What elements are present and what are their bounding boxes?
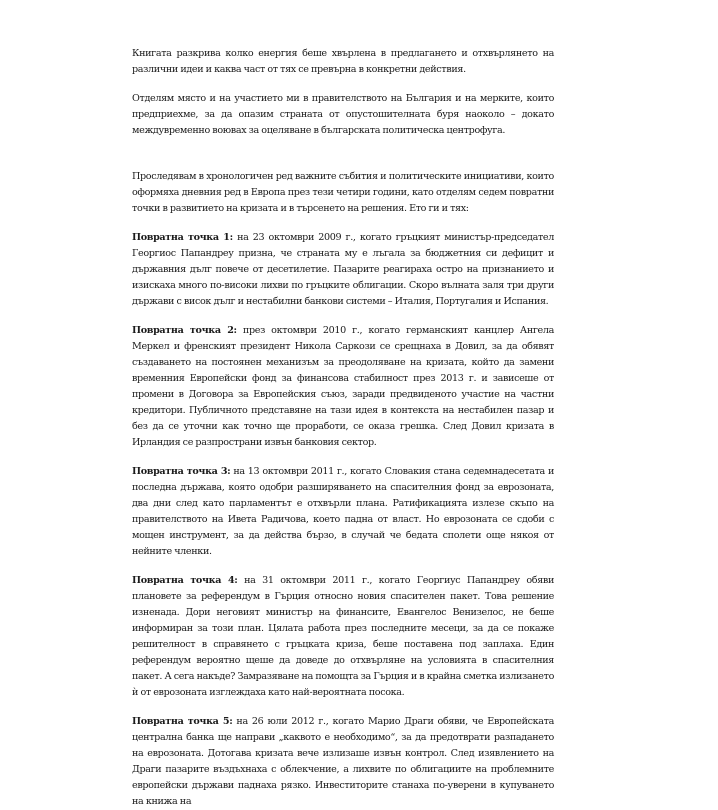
paragraph-government [132,91,554,139]
turning-point-heading: Повратна точка 2: [132,325,237,336]
turning-point-5 [132,714,554,810]
turning-point-4 [132,573,554,701]
paragraph-text: Проследявам в хронологичен ред важните събития и политическите инициативи, които оформяха дневния ред в Европа през тези четири години, като отделям седем повратни точки в развитието на кризата и в търсенето на решения. Ето ги и тях: [132,171,554,214]
paragraph-text: на 26 юли 2012 г., когато Марио Драги обяви, че Европейската централна банка ще направи „каквото е необходимо“, за да предотврати разпадането на еврозоната. Дотогава кризата вече излизаше извън контрол. След изявлението на Драги пазарите въздъхнаха с облекчение, а лихвите по облигациите на проблемните европейски държави паднаха рязко. Инвеститорите станаха по-уверени в купуването на книжа на [132,716,555,807]
turning-point-2 [132,323,554,451]
paragraph-intro [132,46,554,78]
paragraph-text: през октомври 2010 г., когато германският канцлер Ангела Меркел и френският президент Никола Саркози се срещнаха в Довил, за да обявят създаването на постоянен механизъм за преодоляване на кризата, който да замени временния Европейски фонд за финансова стабилност през 2013 г. и зависеше от промени в Договора за Европейския съюз, заради предвиденото участие на частни кредитори. Публичното представяне на тази идея в контекста на нестабилен пазар и без да се уточни как точно ще проработи, се оказа грешка. След Довил кризата в Ирландия се разпространи извън банковия сектор. [132,325,554,448]
paragraph-text: Книгата разкрива колко енергия беше хвърлена в предлагането и отхвърлянето на различни идеи и каква част от тях се превърна в конкретни действия. [132,48,554,75]
turning-point-heading: Повратна точка 1: [132,232,233,243]
paragraph-chronology [132,169,554,217]
paragraph-text: на 13 октомври 2011 г., когато Словакия стана седемнадесетата и последна държава, която одобри разширяването на спасителния фонд за еврозоната, два дни след като парламентът е отхвърли плана. Ратификацията излезе скъпо на правителството на Ивета Радичова, което падна от власт. Но еврозоната се сдоби с мощен инструмент, за да действа бързо, в случай че бедата сполети още някоя от нейните членки. [132,466,554,557]
paragraph-text: на 23 октомври 2009 г., когато гръцкият министър-председател Георгиос Папандреу призна, че страната му е лъгала за бюджетния си дефицит и държавния дълг повече от десетилетие. Пазарите реагираха остро на признанието и изискаха много по-високи лихви по гръцките облигации. Скоро вълната заля три други държави с висок дълг и нестабилни банкови системи – Италия, Португалия и Испания. [132,232,554,307]
turning-point-heading: Повратна точка 5: [132,716,233,727]
paragraph-text: Отделям място и на участието ми в правителството на България и на мерките, които предприехме, за да опазим страната от опустошителната буря наоколо – докато междувременно воювах за оцеляване в българската политическа центрофуга. [132,93,554,136]
turning-point-1 [132,230,554,310]
document-page [132,46,554,810]
turning-point-heading: Повратна точка 4: [132,575,238,586]
turning-point-3 [132,464,554,560]
turning-point-heading: Повратна точка 3: [132,466,231,477]
paragraph-text: на 31 октомври 2011 г., когато Георгиус Папандреу обяви плановете за референдум в Гърция относно новия спасителен пакет. Това решение изненада. Дори неговият министър на финансите, Евангелос Венизелос, не беше информиран за този план. Цялата работа през последните месеци, за да се покаже решителност в справянето с гръцката криза, беше поставена под заплаха. Един референдум вероятно щеше да доведе до отхвърляне на условията в спасителния пакет. А сега накъде? Замразяване на помощта за Гърция и в крайна сметка излизането ѝ от еврозоната изглеждаха като най-вероятната посока. [132,575,554,698]
